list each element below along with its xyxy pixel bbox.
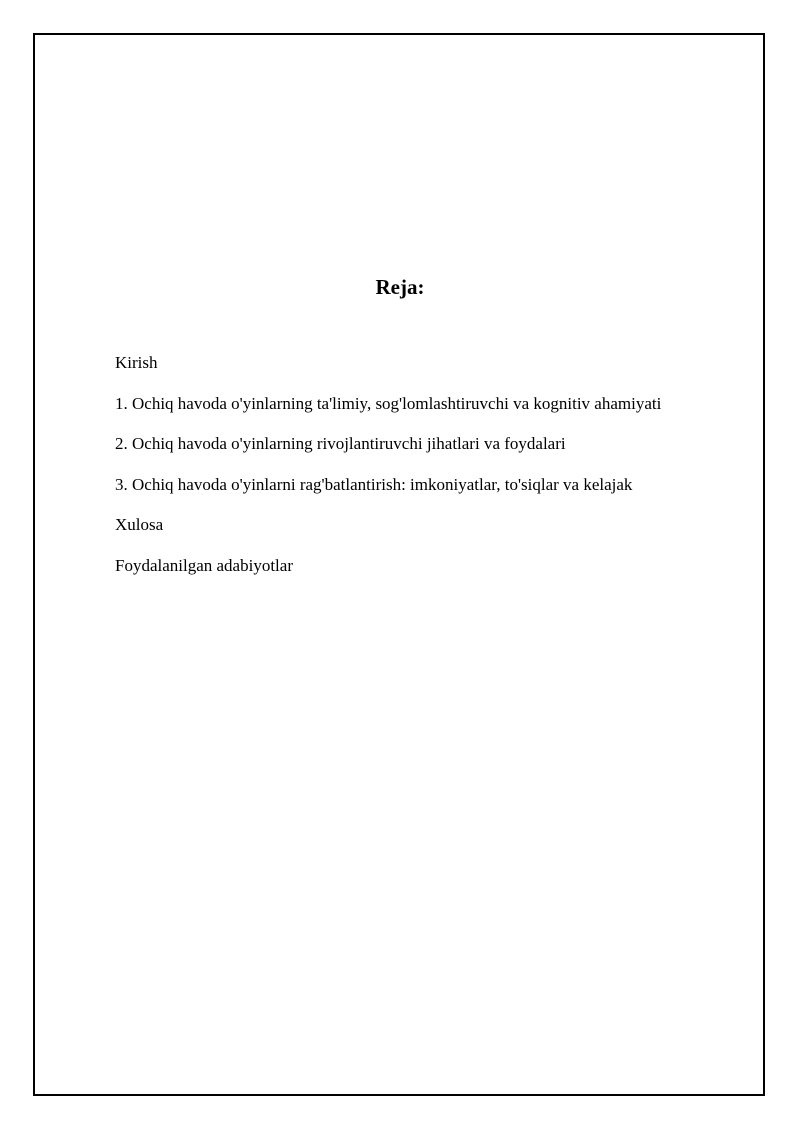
plan-list <box>115 351 661 594</box>
plan-item-section-3: 3. Ochiq havoda o'yinlarni rag'batlantirish: imkoniyatlar, to'siqlar va kelajak <box>115 474 633 494</box>
plan-item-references: Foydalanilgan adabiyotlar <box>115 555 293 575</box>
plan-item-section-2: 2. Ochiq havoda o'yinlarning rivojlantiruvchi jihatlari va foydalari <box>115 434 566 453</box>
plan-item-introduction: Kirish <box>115 353 158 372</box>
plan-item-section-1: 1. Ochiq havoda o'yinlarning ta'limiy, sog'lomlashtiruvchi va kognitiv ahamiyati <box>115 393 662 413</box>
plan-item-conclusion: Xulosa <box>115 515 164 534</box>
page-title: Reja: <box>375 275 425 299</box>
